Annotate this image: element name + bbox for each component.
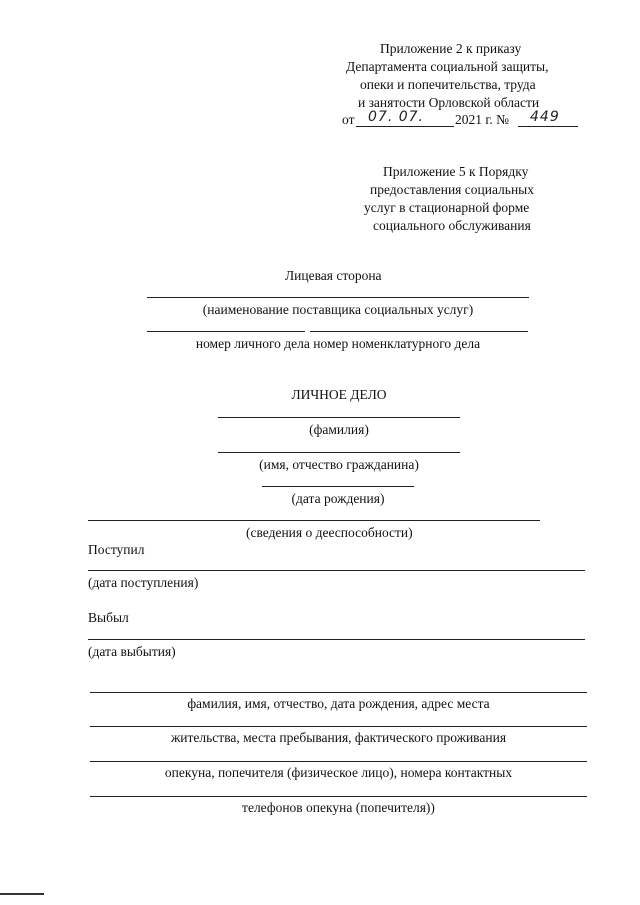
guardian-text-1: фамилия, имя, отчество, дата рождения, адрес места xyxy=(187,696,490,711)
name-label: (имя, отчество гражданина) xyxy=(259,457,419,472)
guardian-text-3: опекуна, попечителя (физическое лицо), номера контактных xyxy=(164,765,513,780)
document-title: ЛИЧНОЕ ДЕЛО xyxy=(291,387,387,402)
order-date: 07. 07. xyxy=(368,109,424,125)
header-line-2: Департамента социальной защиты, xyxy=(346,59,549,74)
capacity-label: (сведения о дееспособности) xyxy=(246,525,413,540)
admission-line xyxy=(88,570,585,571)
numbers-label: номер личного дела номер номенклатурного дела xyxy=(195,336,481,351)
appendix-line-2: предоставления социальных xyxy=(370,182,534,197)
departure-line xyxy=(88,639,585,640)
appendix-line-1: Приложение 5 к Порядку xyxy=(383,164,529,179)
surname-label: (фамилия) xyxy=(309,422,369,437)
name-line xyxy=(218,452,460,453)
guardian-line-1 xyxy=(90,692,587,693)
appendix-line-4: социального обслуживания xyxy=(373,218,531,233)
header-line-4: и занятости Орловской области xyxy=(358,95,540,110)
order-date-line xyxy=(356,126,454,127)
admission-date-label: (дата поступления) xyxy=(88,575,199,590)
departed-label: Выбыл xyxy=(88,610,129,625)
scan-mark xyxy=(0,893,44,895)
header-line-1: Приложение 2 к приказу xyxy=(380,41,522,56)
order-number: 449 xyxy=(530,109,560,125)
birthdate-line xyxy=(262,486,414,487)
order-year: 2021 г. № xyxy=(455,112,510,127)
order-number-line xyxy=(518,126,578,127)
provider-label: (наименование поставщика социальных услуг) xyxy=(202,302,474,317)
header-line-3: опеки и попечительства, труда xyxy=(360,77,536,92)
provider-line xyxy=(147,297,529,298)
guardian-text-2: жительства, места пребывания, фактического проживания xyxy=(170,730,507,745)
guardian-text-4: телефонов опекуна (попечителя)) xyxy=(242,800,435,815)
guardian-line-4 xyxy=(90,796,587,797)
surname-line xyxy=(218,417,460,418)
nomenclature-number-line xyxy=(310,331,528,332)
appendix-line-3: услуг в стационарной форме xyxy=(364,200,530,215)
departure-date-label: (дата выбытия) xyxy=(88,644,176,659)
capacity-line xyxy=(88,520,540,521)
front-side-label: Лицевая сторона xyxy=(285,268,382,283)
order-prefix: от xyxy=(342,112,355,127)
guardian-line-2 xyxy=(90,726,587,727)
personal-file-number-line xyxy=(147,331,305,332)
guardian-line-3 xyxy=(90,761,587,762)
birthdate-label: (дата рождения) xyxy=(291,491,385,506)
admitted-label: Поступил xyxy=(88,542,145,557)
